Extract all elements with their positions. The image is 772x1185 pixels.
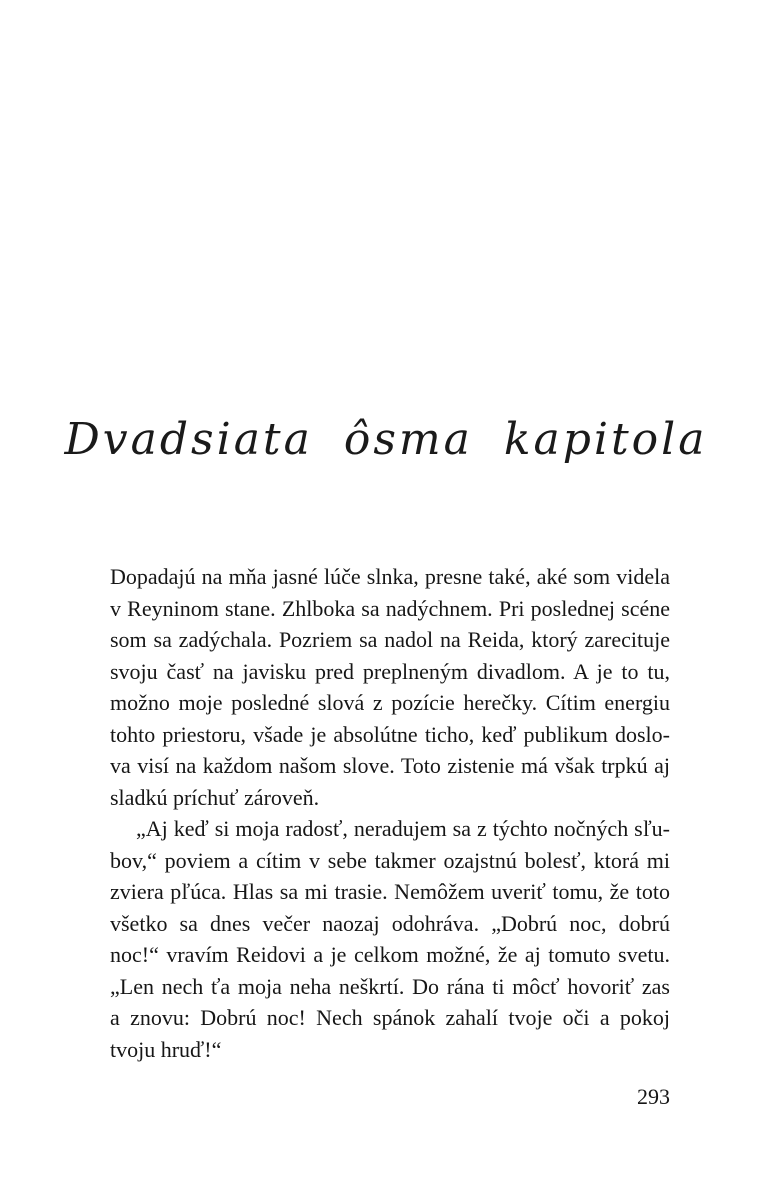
text-line: v Reyninom stane. Zhlboka sa nadýchnem. Pri poslednej scéne (110, 595, 670, 621)
text-line: možno moje posledné slová z pozície herečky. Cítim energiu (110, 690, 670, 715)
text-line: „Len nech ťa moja neha neškrtí. Do rána ti môcť hovoriť zas (110, 973, 670, 999)
text-line: va visí na každom našom slove. Toto zistenie má však trpkú aj (110, 753, 670, 778)
chapter-heading: Dvadsiata ôsma kapitola (64, 414, 708, 465)
text-line: bov,“ poviem a cítim v sebe takmer ozajstnú bolesť, ktorá mi (110, 847, 670, 873)
text-line: sladkú príchuť zároveň. (110, 784, 320, 810)
paragraph (110, 813, 670, 1065)
text-line: som sa zadýchala. Pozriem sa nadol na Reida, ktorý zarecituje (110, 627, 670, 652)
text-line: tvoju hruď!“ (110, 1036, 222, 1062)
paragraph (110, 561, 670, 813)
text-line: všetko sa dnes večer naozaj odohráva. „Dobrú noc, dobrú (110, 910, 670, 936)
text-line: Dopadajú na mňa jasné lúče slnka, presne také, aké som videla (110, 564, 670, 589)
body-text (110, 561, 670, 1065)
text-line: svoju časť na javisku pred preplneným divadlom. A je to tu, (110, 658, 670, 684)
text-line: a znovu: Dobrú noc! Nech spánok zahalí tvoje oči a pokoj (110, 1005, 670, 1030)
text-line: noc!“ vravím Reidovi a je celkom možné, že aj tomuto svetu. (110, 942, 670, 967)
text-line: tohto priestoru, všade je absolútne ticho, keď publikum doslo- (110, 721, 670, 747)
page-number: 293 (637, 1084, 670, 1109)
text-line: „Aj keď si moja radosť, neradujem sa z týchto nočných sľu- (136, 816, 670, 841)
text-line: zviera pľúca. Hlas sa mi trasie. Nemôžem uveriť tomu, že toto (110, 879, 670, 904)
